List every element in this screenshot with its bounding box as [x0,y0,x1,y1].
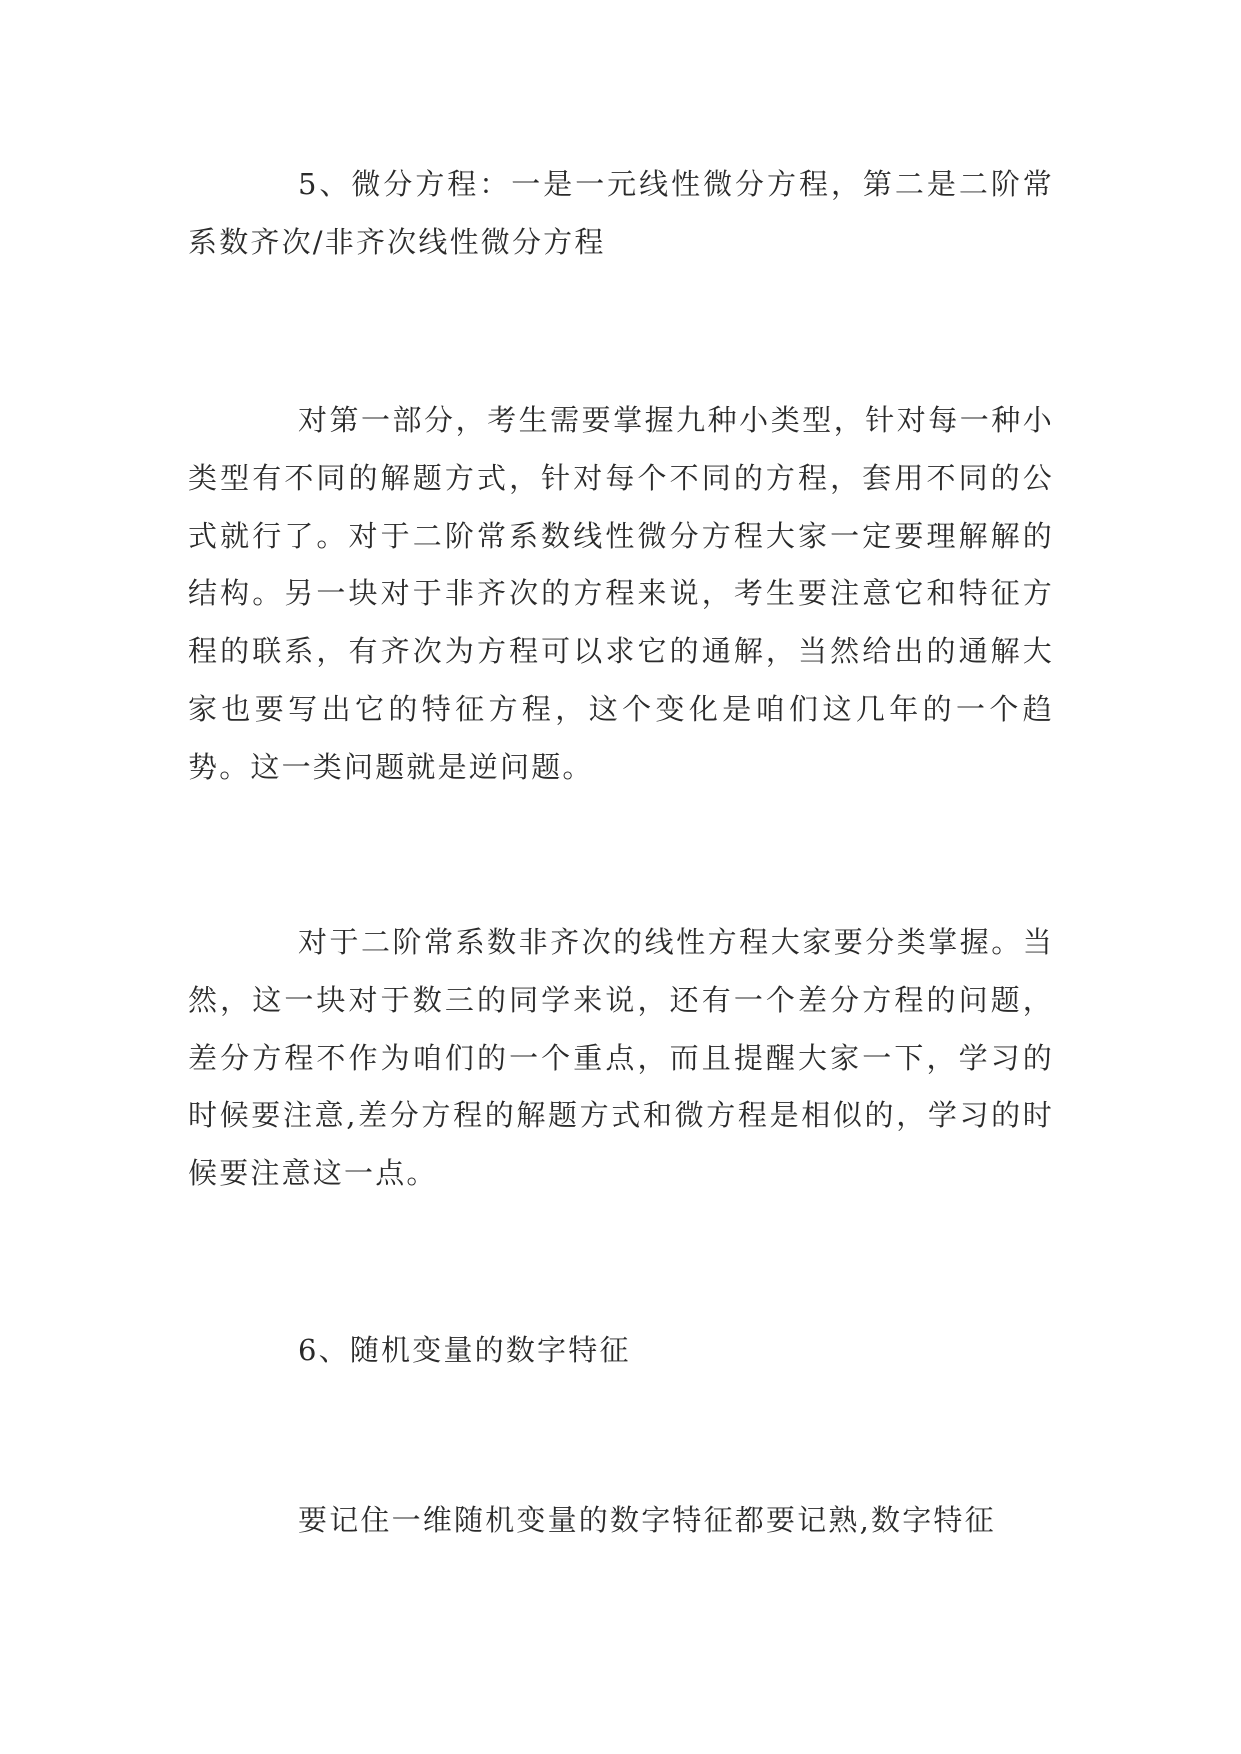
body-paragraph-numeric-features: 要记住一维随机变量的数字特征都要记熟,数字特征 [298,1503,996,1537]
body-paragraph-first-part: 对第一部分，考生需要掌握九种小类型，针对每一种小类型有不同的解题方式，针对每个不同的方程，套用不同的公式就行了。对于二阶常系数线性微分方程大家一定要理解解的结构。另一块对于非齐次的方程来说，考生要注意它和特征方程的联系，有齐次为方程可以求它的通解，当然给出的通解大家也要写出它的特征方程，这个变化是咱们这几年的一个趋势。这一类问题就是逆问题。 [188,403,1054,784]
section-heading-differential-equations: 5、微分方程：一是一元线性微分方程，第二是二阶常系数齐次/非齐次线性微分方程 [188,167,1054,259]
section-heading-random-variables: 6、随机变量的数字特征 [298,1333,631,1367]
body-paragraph-second-order: 对于二阶常系数非齐次的线性方程大家要分类掌握。当然，这一块对于数三的同学来说，还有一个差分方程的问题，差分方程不作为咱们的一个重点，而且提醒大家一下，学习的时候要注意,差分方程的解题方式和微方程是相似的，学习的时候要注意这一点。 [188,925,1054,1191]
